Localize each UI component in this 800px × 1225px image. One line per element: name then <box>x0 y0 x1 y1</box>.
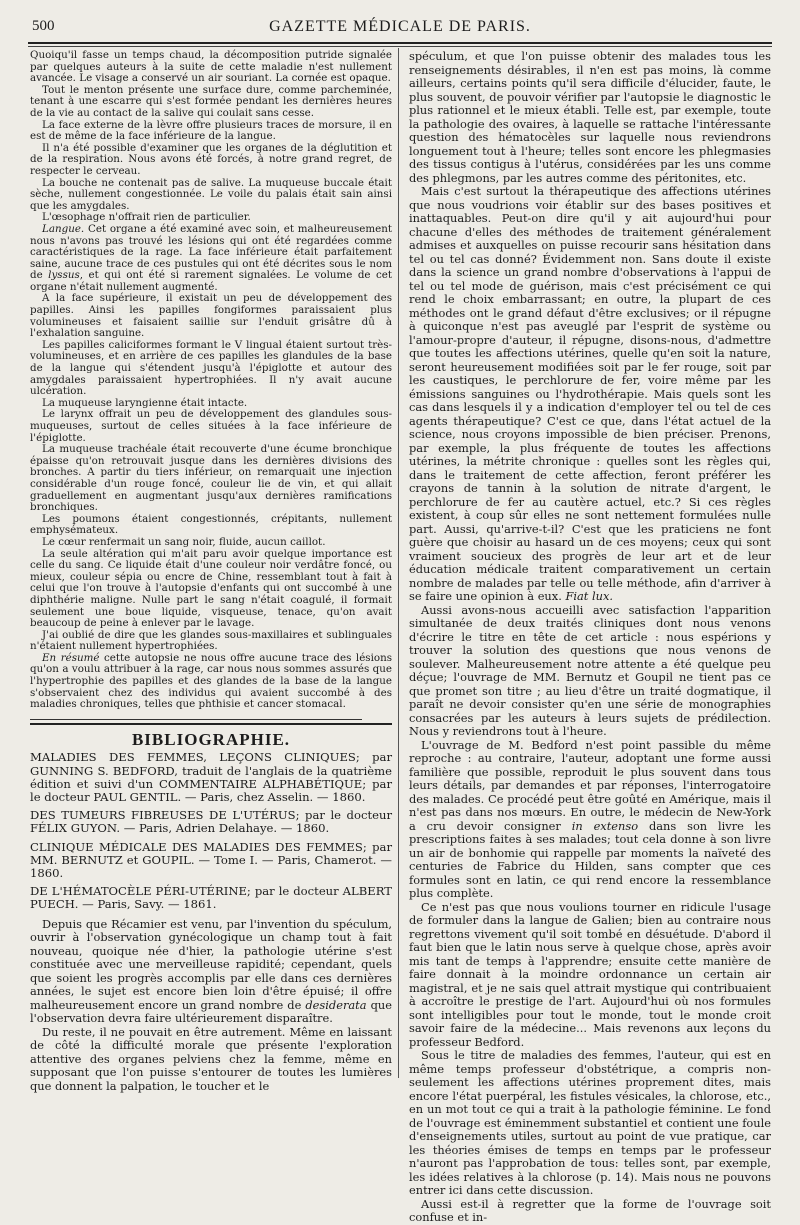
section-title: BIBLIOGRAPHIE. <box>131 729 291 749</box>
bibliography-entry: MALADIES DES FEMMES, LEÇONS CLINIQUES; par GUNNING S. BEDFORD, traduit de l'anglais de la quatrième édition et suivi d'un COMMENTAIRE ALPHABÉTIQUE; par le docteur PAUL GENTIL. — Paris, chez Asselin. — 1860. <box>30 750 392 805</box>
paragraph: Aussi est-il à regretter que la forme de l'ouvrage soit confuse et in- <box>409 1196 771 1224</box>
paragraph: La seule altération qui m'ait paru avoir quelque importance est celle du sang. Ce liquide était d'une couleur noir verdâtre foncé, ou mieux, couleur sépia ou encre de Chine, ressemblant tout à fait à celui que l'on trouve à l'autopsie d'enfants qui ont succombé à une diphthérie maligne. Nulle part le sang n'était coagulé, il formait seulement une boue liquide, visqueuse, tenace, qu'on avait beaucoup de peine à enlever par le lavage. <box>30 547 392 630</box>
paragraph-lead: Langue. <box>42 222 85 235</box>
bibliography-entry: DE L'HÉMATOCÈLE PÉRI-UTÉRINE; par le docteur ALBERT PUECH. — Paris, Savy. — 1861. <box>30 884 392 912</box>
bibliography-entry: DES TUMEURS FIBREUSES DE L'UTÉRUS; par le docteur FÉLIX GUYON. — Paris, Adrien Delahaye. — 1860. <box>30 808 392 836</box>
paragraph: Aussi avons-nous accueilli avec satisfaction l'apparition simultanée de deux traités cliniques dont nous venons d'écrire le titre en tête de cet article : nous espérions y trouver la solution des questions que nous venons de soulever. Malheureusement notre attente a été quelque peu déçue; l'ouvrage de MM. Bernutz et Goupil ne tient pas ce que promet son titre ; au lieu d'être un traité dogmatique, il paraît ne devoir consister qu'en une série de monographies consacrées par les auteurs à leurs sujets de prédilection. Nous y reviendrons tout à l'heure. <box>409 602 771 738</box>
paragraph: La muqueuse trachéale était recouverte d'une écume bronchique épaisse qu'on retrouvait jusque dans les dernières divisions des bronches. A partir du tiers inférieur, on remarquait une injection considérable d'un rouge foncé, couleur lie de vin, et qui allait graduellement en augmentant jusqu'aux dernières ramifications bronchiques. <box>30 443 392 514</box>
paragraph: L'œsophage n'offrait rien de particulier. <box>42 211 251 224</box>
paragraph: Il n'a été possible d'examiner que les organes de la déglutition et de la respiration. Nous avons été forcés, à notre grand regret, de respecter le cerveau. <box>30 141 392 177</box>
paragraph: Mais c'est surtout la thérapeutique des affections utérines que nous voudrions voir établir sur des bases positives et inattaquables. Peut-on dire qu'il y ait aujourd'hui pour chacune d'elles des méthodes de traitement généralement admises et auxquelles on puisse recourir sans hésitation dans tel ou tel cas donné? Évidemment non. Sans doute il existe dans la science un grand nombre d'observations à l'appui de tel ou tel mode de guérison, mais c'est précisément ce qui rend le choix embarrassant; en outre, la plupart de ces méthodes ont le grand défaut d'être exclusives; or il répugne à quiconque n'est pas aveuglé par l'esprit de système ou l'amour-propre d'auteur, il répugne, disons-nous, d'admettre que toutes les affections utérines, quelle qu'en soit la nature, seront heureusement modifiées soit par le fer rouge, soit par les caustiques, le perchlorure de fer, voire même par les émissions sanguines ou l'hydrothérapie. Mais quels sont les cas dans lesquels il y a indication d'employer tel ou tel de ces agents thérapeutique? C'est ce que, dans l'état actuel de la science, nous croyons impossible de bien préciser. Prenons, par exemple, la plus fréquente de toutes les affections utérines, la métrite chronique : quelles sont les règles qui, dans le traitement de cette affection, feront préférer les crayons de tannin à la solution de nitrate d'argent, le perchlorure de fer au cautère actuel, etc.? Si ces règles existent, à coup sûr elles ne sont nettement formulées nulle part. Aussi, qu'arrive-t-il? C'est que les praticiens ne font guère que choisir au hasard un de ces moyens; ceux qui sont vraiment soucieux des progrès de leur art et de leur éducation médicale traitent comparativement un certain nombre de malades par telle ou telle méthode, afin d'arriver à se faire une opinion à eux. Fiat lux. <box>409 184 771 603</box>
paragraph: Les poumons étaient congestionnés, crépitants, nullement emphysémateux. <box>30 512 392 537</box>
section-rule-thick <box>30 723 392 726</box>
paragraph: En résumé cette autopsie ne nous offre aucune trace des lésions qu'on a voulu attribuer à la rage, car nous nous sommes assurés que l'hypertrophie des papilles et des glandes de la base de la langue s'observaient chez des individus qui avaient succombé à des maladies chroniques, telles que phthisie et cancer stomacal. <box>30 651 392 711</box>
column-divider <box>398 48 399 1078</box>
right-column <box>409 50 771 1225</box>
paragraph: Langue. Cet organe a été examiné avec soin, et malheureusement nous n'avons pas trouvé les lésions qui ont été regardées comme caractéristiques de la rage. La face inférieure était parfaitement saine, aucune trace de ces pustules qui ont été décrites sous le nom de lyssus, et qui ont été si rarement signalées. Le volume de cet organe n'était nullement augmenté. <box>30 222 392 293</box>
paragraph: Depuis que Récamier est venu, par l'invention du spéculum, ouvrir à l'observation gynécologique un champ tout à fait nouveau, quoique née d'hier, la pathologie utérine s'est constituée avec une merveilleuse rapidité; cependant, quels que soient les progrès accomplis par elle dans ces dernières années, le sujet est encore bien loin d'être épuisé; il offre malheureusement encore un grand nombre de desiderata que l'observation devra faire ultérieurement disparaître. <box>30 916 392 1026</box>
paragraph: Quoiqu'il fasse un temps chaud, la décomposition putride signalée par quelques auteurs à la suite de cette maladie n'est nullement avancée. Le visage a conservé un air souriant. La cornée est opaque. <box>30 49 392 85</box>
paragraph: spéculum, et que l'on puisse obtenir des malades tous les renseignements désirables, il n'en est pas moins, là comme ailleurs, certains points qu'il sera difficile d'élucider, faute, le plus souvent, de pouvoir vérifier par l'autopsie le diagnostic le plus rationnel et le mieux établi. Telle est, par exemple, toute la pathologie des ovaires, à laquelle se rattache l'intéressante question des hématocèles sur laquelle nous reviendrons longuement tout à l'heure; telles sont encore les phlegmasies des tissus contigus à l'utérus, considérées par les uns comme des phlegmons, par les autres comme des péritonites, etc. <box>409 49 771 185</box>
paragraph: Du reste, il ne pouvait en être autrement. Même en laissant de côté la difficulté morale que présente l'exploration attentive des organes pelviens chez la femme, même en supposant que l'on puisse s'entourer de toutes les lumières que donnent la palpation, le toucher et le <box>30 1024 392 1093</box>
paragraph: Tout le menton présente une surface dure, comme parcheminée, tenant à une escarre qui s'est formée pendant les dernières heures de la vie au contact de la salive qui coulait sans cesse. <box>30 83 392 119</box>
paragraph: Sous le titre de maladies des femmes, l'auteur, qui est en même temps professeur d'obstétrique, a compris non-seulement les affections utérines proprement dites, mais encore l'état puerpéral, les fistules vésicales, la chlorose, etc., en un mot tout ce qui a trait à la pathologie féminine. Le fond de l'ouvrage est éminemment substantiel et contient une foule d'enseignements utiles, surtout au point de vue pratique, car les théories émises de temps en temps par le professeur n'auront pas l'approbation de tous: telles sont, par exemple, les idées relatives à la chlorose (p. 14). Mais nous ne pouvons entrer ici dans cette discussion. <box>409 1048 771 1197</box>
paragraph: La face externe de la lèvre offre plusieurs traces de morsure, il en est de même de la face inférieure de la langue. <box>30 118 392 143</box>
paragraph: L'ouvrage de M. Bedford n'est point passible du même reproche : au contraire, l'auteur, adoptant une forme aussi familière que possible, reproduit le plus souvent dans tous leurs détails, par demandes et par réponses, l'interrogatoire des malades. Ce procédé peut être goûté en Amérique, mais il n'est pas dans nos mœurs. En outre, le médecin de New-York a cru devoir consigner in extenso dans son livre les prescriptions faites à ses malades; tout cela donne à son livre un air de bonhomie qui rappelle par moments la naïveté des centuries de Fabrice du Hilden, sans compter que ces formules sont en latin, ce qui rend encore la ressemblance plus complète. <box>409 737 772 900</box>
section-rule <box>30 719 362 721</box>
bibliography-entry: CLINIQUE MÉDICALE DES MALADIES DES FEMMES; par MM. BERNUTZ et GOUPIL. — Tome I. — Paris, Chamerot. — 1860. <box>30 839 392 881</box>
paragraph: Ce n'est pas que nous voulions tourner en ridicule l'usage de formuler dans la langue de Galien; bien au contraire nous regrettons vivement qu'il soit tombé en désuétude. D'abord il faut bien que le latin nous serve à quelque chose, après avoir mis tant de temps à l'apprendre; ensuite cette manière de faire donnait à la moindre ordonnance un certain air magistral, et je ne sais quel attrait mystique qui contribuaient à accroître le prestige de l'art. Aujourd'hui où nos formules sont intelligibles pour tout le monde, tout le monde croit savoir faire de la médecine... Mais revenons aux leçons du professeur Bedford. <box>409 899 771 1049</box>
paragraph: A la face supérieure, il existait un peu de développement des papilles. Ainsi les papilles fongiformes paraissaient plus volumineuses et faisaient saillie sur l'enduit grisâtre dû à l'exhalation sanguine. <box>30 292 392 340</box>
paragraph: J'ai oublié de dire que les glandes sous-maxillaires et sublinguales n'étaient nullement hypertrophiées. <box>30 628 392 653</box>
page-header <box>28 16 772 40</box>
journal-title: GAZETTE MÉDICALE DE PARIS. <box>269 18 531 35</box>
paragraph: Le cœur renfermait un sang noir, fluide, aucun caillot. <box>42 535 326 548</box>
header-rule <box>28 42 772 44</box>
left-column <box>30 50 392 1093</box>
paragraph-lead: En résumé <box>42 651 100 664</box>
paragraph: Le larynx offrait un peu de développement des glandules sous-muqueuses, surtout de celles situées à la face inférieure de l'épiglotte. <box>30 408 392 444</box>
paragraph: La bouche ne contenait pas de salive. La muqueuse buccale était sèche, nullement congestionnée. Le voile du palais était sain ainsi que les amygdales. <box>30 176 392 212</box>
header-rule-thin <box>28 46 772 47</box>
page-number: 500 <box>32 18 55 34</box>
paragraph: La muqueuse laryngienne était intacte. <box>42 396 248 409</box>
paragraph: Les papilles caliciformes formant le V lingual étaient surtout très-volumineuses, et en arrière de ces papilles les glandules de la base de la langue qui s'étendent jusqu'à l'épiglotte et autour des amygdales paraissaient hypertrophiées. Il n'y avait aucune ulcération. <box>30 338 392 398</box>
